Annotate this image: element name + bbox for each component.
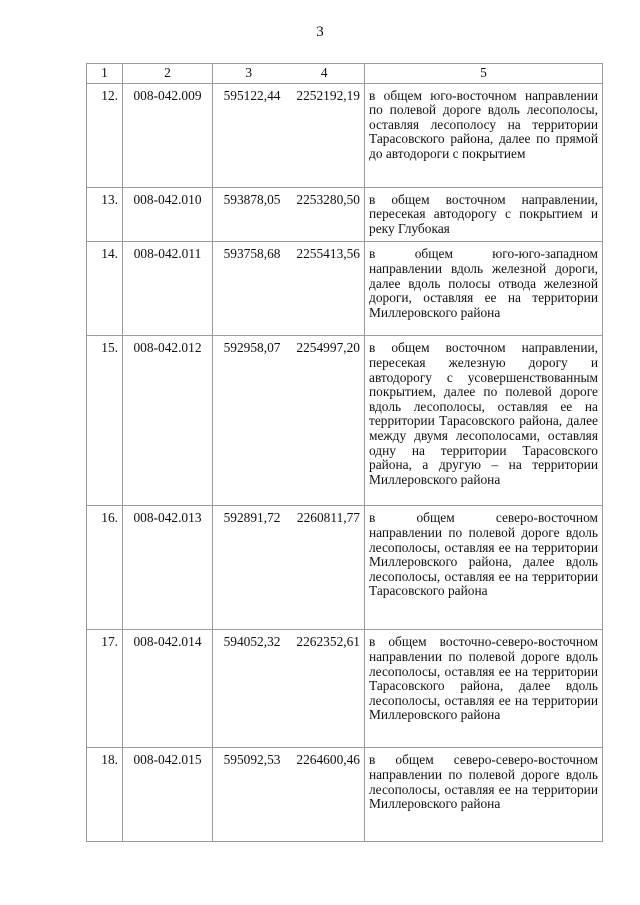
boundary-description: в общем северо-восточном направлении по полевой дороге вдоль лесополосы, оставляя ее на территории Миллеровского района, далее вдоль лесополосы, оставляя ее на территории Тарасовского района [365,506,603,630]
coordinate-y: 2254997,20 [285,336,365,506]
coordinate-y: 2264600,46 [285,748,365,842]
coordinate-y: 2255413,56 [285,242,365,336]
point-code: 008-042.014 [123,630,213,748]
table-row [87,336,603,506]
boundary-description: в общем юго-восточном направлении по полевой дороге вдоль лесополосы, оставляя лесополосу на территории Тарасовского района, далее по прямой до автодороги с покрытием [365,83,603,187]
column-header-2: 2 [123,64,213,84]
row-number: 14. [87,242,123,336]
row-number: 15. [87,336,123,506]
table-row [87,242,603,336]
point-code: 008-042.011 [123,242,213,336]
coordinate-x: 595092,53 [213,748,285,842]
column-header-3: 3 [213,64,285,84]
point-code: 008-042.010 [123,187,213,242]
point-code: 008-042.013 [123,506,213,630]
boundary-description: в общем восточном направлении, пересекая железную дорогу и автодорогу с усовершенствованным покрытием, далее по полевой дороге вдоль лесополосы, оставляя ее на территории Тарасовского района, далее между двумя лесополосами, оставляя одну на территории Тарасовского района, а другую – на территории Миллеровского района [365,336,603,506]
table-row [87,630,603,748]
coordinate-x: 593878,05 [213,187,285,242]
table-row [87,187,603,242]
coordinate-x: 595122,44 [213,83,285,187]
point-code: 008-042.009 [123,83,213,187]
point-code: 008-042.015 [123,748,213,842]
table-header-row [87,64,603,84]
coordinate-x: 594052,32 [213,630,285,748]
table-row [87,748,603,842]
coordinate-x: 593758,68 [213,242,285,336]
row-number: 17. [87,630,123,748]
column-header-4: 4 [285,64,365,84]
row-number: 18. [87,748,123,842]
boundary-points-table [86,63,603,842]
coordinate-y: 2262352,61 [285,630,365,748]
point-code: 008-042.012 [123,336,213,506]
page-number: 3 [316,24,324,40]
boundary-description: в общем восточно-северо-восточном направлении по полевой дороге вдоль лесополосы, оставляя ее на территории Тарасовского района, далее вдоль лесополосы, оставляя ее на территории Миллеровского района [365,630,603,748]
table-row [87,83,603,187]
row-number: 12. [87,83,123,187]
coordinate-x: 592958,07 [213,336,285,506]
table-row [87,506,603,630]
row-number: 16. [87,506,123,630]
coordinate-y: 2260811,77 [285,506,365,630]
column-header-1: 1 [87,64,123,84]
row-number: 13. [87,187,123,242]
boundary-description: в общем северо-северо-восточном направлении по полевой дороге вдоль лесополосы, оставляя ее на территории Миллеровского района [365,748,603,842]
table-body [87,83,603,842]
boundary-description: в общем восточном направлении, пересекая автодорогу с покрытием и реку Глубокая [365,187,603,242]
coordinate-y: 2252192,19 [285,83,365,187]
coordinate-y: 2253280,50 [285,187,365,242]
coordinate-x: 592891,72 [213,506,285,630]
boundary-description: в общем юго-юго-западном направлении вдоль железной дороги, далее вдоль полосы отвода железной дороги, оставляя ее на территории Миллеровского района [365,242,603,336]
column-header-5: 5 [365,64,603,84]
